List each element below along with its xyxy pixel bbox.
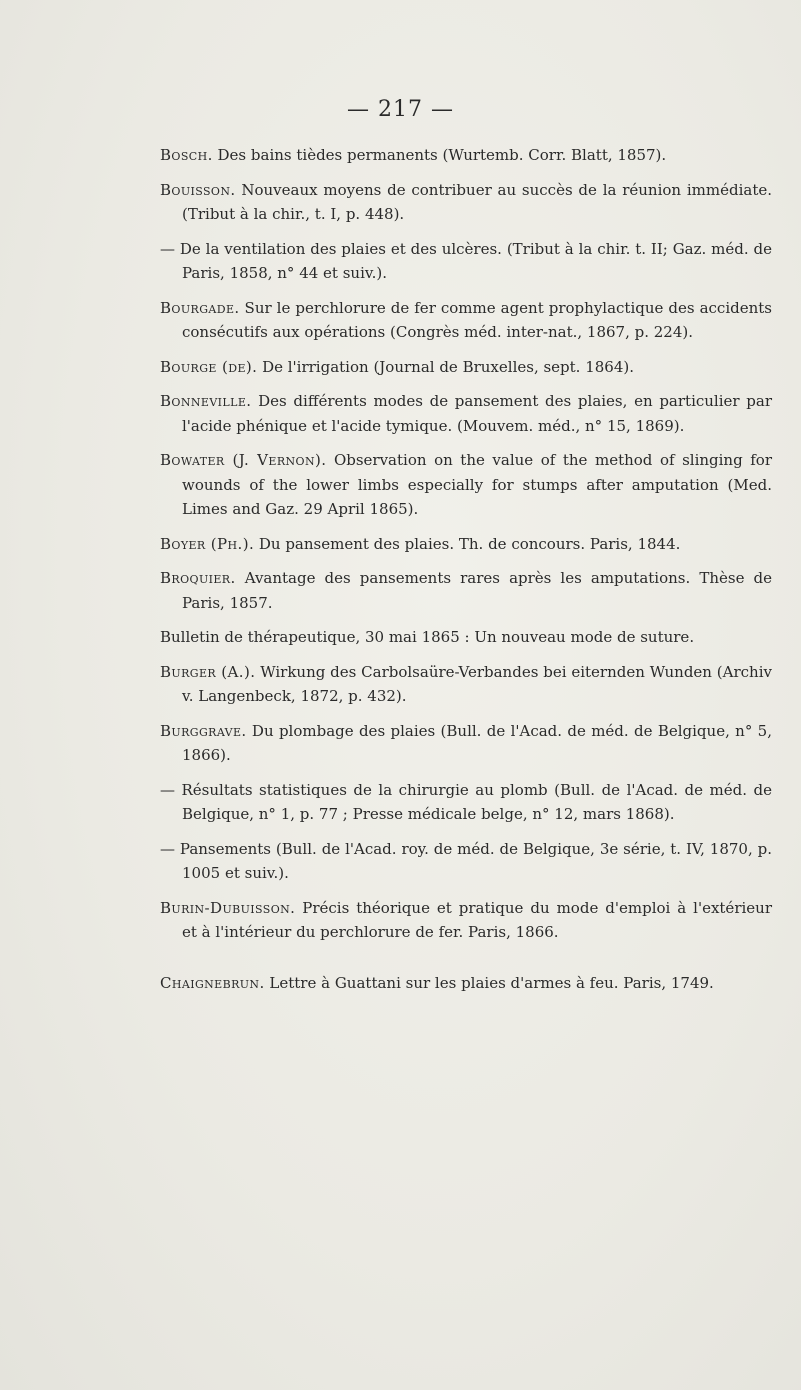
bibliography-entry: [160, 719, 772, 768]
entry-text: Avantage des pansements rares après les amputations. Thèse de Paris, 1857.: [182, 569, 772, 612]
bibliography-entry: [160, 237, 772, 286]
bibliography-entry: [160, 778, 772, 827]
bibliography-entry: [160, 448, 772, 522]
bibliography-entry: [160, 389, 772, 438]
bibliography-entry: [160, 971, 772, 996]
entry-text: — Résultats statistiques de la chirurgie au plomb (Bull. de l'Acad. de méd. de Belgique, n° 1, p. 77 ; Presse médicale belge, n° 12, mars 1868).: [160, 780, 772, 823]
entry-text: — Pansements (Bull. de l'Acad. roy. de méd. de Belgique, 3e série, t. IV, 1870, p. 1005 et suiv.).: [160, 839, 772, 882]
entry-author: Burin-Dubuisson.: [160, 898, 296, 917]
entry-text: De l'irrigation (Journal de Bruxelles, sept. 1864).: [257, 357, 635, 376]
entry-author: Bouisson.: [160, 180, 236, 199]
entry-text: Observation on the value of the method of slinging for wounds of the lower limbs especially for stumps after amputation (Med. Limes and Gaz. 29 April 1865).: [182, 451, 772, 518]
bibliography-entry: [160, 566, 772, 615]
entry-text: Du plombage des plaies (Bull. de l'Acad. de méd. de Belgique, n° 5, 1866).: [182, 721, 772, 764]
entry-author: Bosch.: [160, 146, 213, 164]
entry-author: Broquier.: [160, 569, 236, 587]
bibliography-entry: [160, 355, 772, 380]
bibliography-entry: [160, 296, 772, 345]
bibliography-list: [160, 143, 772, 1005]
bibliography-entry: [160, 625, 772, 650]
bibliography-entry: [160, 178, 772, 227]
entry-text: Wirkung des Carbolsaüre-Verbandes bei eiternden Wunden (Archiv v. Langenbeck, 1872, p. 432).: [182, 662, 772, 705]
entry-author: Boyer (Ph.).: [160, 534, 255, 553]
entry-author: Bonneville.: [160, 392, 252, 410]
entry-author: Bourge (de).: [160, 357, 258, 376]
page-number: — 217 —: [347, 97, 454, 122]
entry-text: Lettre à Guattani sur les plaies d'armes à feu. Paris, 1749.: [264, 973, 714, 992]
entry-text: Nouveaux moyens de contribuer au succès de la réunion immédiate. (Tribut à la chir., t. I, p. 448).: [182, 180, 772, 223]
entry-text: Précis théorique et pratique du mode d'emploi à l'extérieur et à l'intérieur du perchlorure de fer. Paris, 1866.: [182, 898, 772, 941]
entry-author: Burggrave.: [160, 721, 247, 740]
entry-text: Des bains tièdes permanents (Wurtemb. Corr. Blatt, 1857).: [212, 146, 667, 164]
bibliography-entry: [160, 143, 772, 168]
bibliography-entry: [160, 532, 772, 557]
entry-author: Bowater (J. Vernon).: [160, 451, 327, 469]
entry-author: Burger (A.).: [160, 662, 256, 681]
entry-author: Bourgade.: [160, 298, 240, 317]
entry-author: Chaignebrun.: [160, 973, 265, 992]
bibliography-entry: [160, 837, 772, 886]
bibliography-entry: [160, 896, 772, 945]
bibliography-entry: [160, 660, 772, 709]
entry-text: Des différents modes de pansement des plaies, en particulier par l'acide phénique et l'acide tymique. (Mouvem. méd., n° 15, 1869).: [182, 392, 772, 435]
entry-text: Bulletin de thérapeutique, 30 mai 1865 : Un nouveau mode de suture.: [160, 628, 695, 646]
entry-text: Du pansement des plaies. Th. de concours. Paris, 1844.: [254, 534, 681, 553]
entry-text: Sur le perchlorure de fer comme agent prophylactique des accidents consécutifs aux opérations (Congrès méd. inter-nat., 1867, p. 224).: [182, 298, 772, 341]
entry-text: — De la ventilation des plaies et des ulcères. (Tribut à la chir. t. II; Gaz. méd. de Paris, 1858, n° 44 et suiv.).: [160, 239, 772, 282]
